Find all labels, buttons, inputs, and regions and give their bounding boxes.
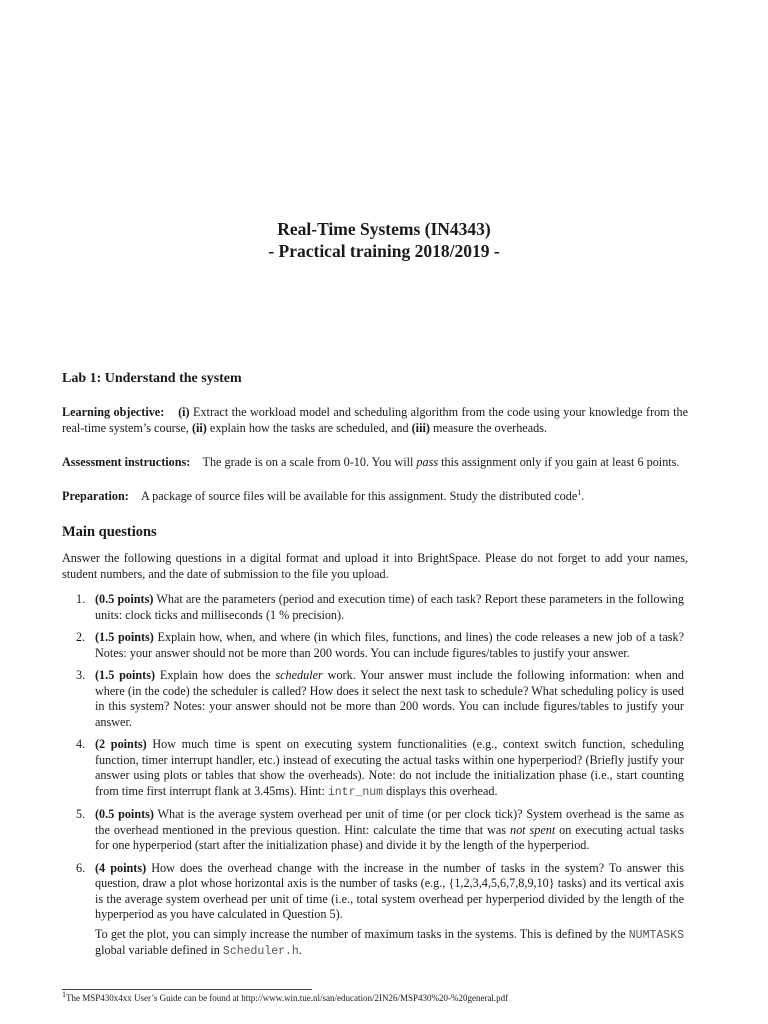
main-questions-heading: Main questions — [62, 524, 157, 540]
footnote-text: The MSP430x4xx User’s Guide can be found at http://www.win.tue.nl/san/education/2IN26/MSP430%20-%20general.pdf — [66, 993, 509, 1003]
question-6-subparagraph: To get the plot, you can simply increase the number of maximum tasks in the systems. This is defined by the NUMTASKS global variable defined in Scheduler.h. — [95, 926, 684, 958]
question-5: 5. (0.5 points) What is the average system overhead per unit of time (or per clock tick)? System overhead is the same as the overhead mentioned in the previous question. Hint: calculate the time that was not spent on executing actual tasks for one hyperperiod (start after the initialization phase) and divide it by the length of the hyperperiod. — [76, 807, 684, 852]
document-title — [0, 218, 768, 262]
footnote-ref: 1 — [577, 487, 582, 497]
footnote-divider — [62, 989, 312, 990]
title-line-1: Real-Time Systems (IN4343) — [277, 219, 491, 239]
preparation: Preparation: A package of source files will be available for this assignment. Study the distributed code$^1$. — [62, 487, 585, 503]
question-3: 3. (1.5 points) Explain how does the scheduler work. Your answer must include the following information: when and where (in the code) the scheduler is called? How does it select the next task to schedule? What scheduling policy is used in this system? Notes: your answer should not be more than 200 words. You can include figures/tables to justify your answer. — [76, 668, 684, 729]
learning-objective-label: Learning objective: — [62, 405, 165, 419]
lab-heading: Lab 1: Understand the system — [62, 371, 242, 386]
footnote — [62, 990, 509, 1004]
title-line-2: - Practical training 2018/2019 - — [268, 241, 500, 261]
code-scheduler-h: Scheduler.h — [222, 945, 299, 958]
footnote-mark: 1 — [62, 990, 66, 999]
question-6: 6. (4 points) How does the overhead change with the increase in the number of tasks in the system? To answer this question, draw a plot whose horizontal axis is the number of tasks (e.g., {1,2,3,4,5,6,7,8,9,10} tasks) and its vertical axis is the average system overhead per unit of time (i.e., total system overhead per hyperperiod divided by the length of the hyperperiod as you have calculated in Question 5). To get the plot, you can simply increase the number of maximum tasks in the systems. This is defined by the NUMTASKS global variable defined in Scheduler.h. — [76, 860, 684, 958]
learning-objective: Learning objective: (i) Extract the workload model and scheduling algorithm from the code using your knowledge from the real-time system’s course, (ii) explain how the tasks are scheduled, and (iii) measure the overheads. — [62, 405, 688, 435]
code-intr-num: intr_num — [327, 785, 384, 799]
preparation-label: Preparation: — [62, 489, 129, 503]
assessment-instructions: Assessment instructions: The grade is on a scale from 0-10. You will pass this assignment only if you gain at least 6 points. — [62, 455, 680, 469]
question-list — [62, 592, 684, 967]
question-4: 4. (2 points) How much time is spent on executing system functionalities (e.g., context switch function, scheduling function, timer interrupt handler, etc.) instead of executing the actual tasks within one hyperperiod? (Briefly justify your answer using plots or tables that show the overheads). Note: do not include the initialization phase (i.e., start counting from time first interrupt flank at 3.45ms). Hint: intr_num displays this overhead. — [76, 737, 684, 799]
question-1: 1. (0.5 points) What are the parameters (period and execution time) of each task? Report these parameters in the following units: clock ticks and milliseconds (1 % precision). — [76, 592, 684, 622]
assessment-label: Assessment instructions: — [62, 455, 191, 469]
main-intro: Answer the following questions in a digital format and upload it into BrightSpace. Please do not forget to add your names, student numbers, and the date of submission to the file you upload. — [62, 551, 688, 581]
code-numtasks: NUMTASKS — [628, 928, 684, 942]
question-2: 2. (1.5 points) Explain how, when, and where (in which files, functions, and lines) the code releases a new job of a task? Notes: your answer should not be more than 200 words. You can include figures/tables to justify your answer. — [76, 630, 684, 660]
